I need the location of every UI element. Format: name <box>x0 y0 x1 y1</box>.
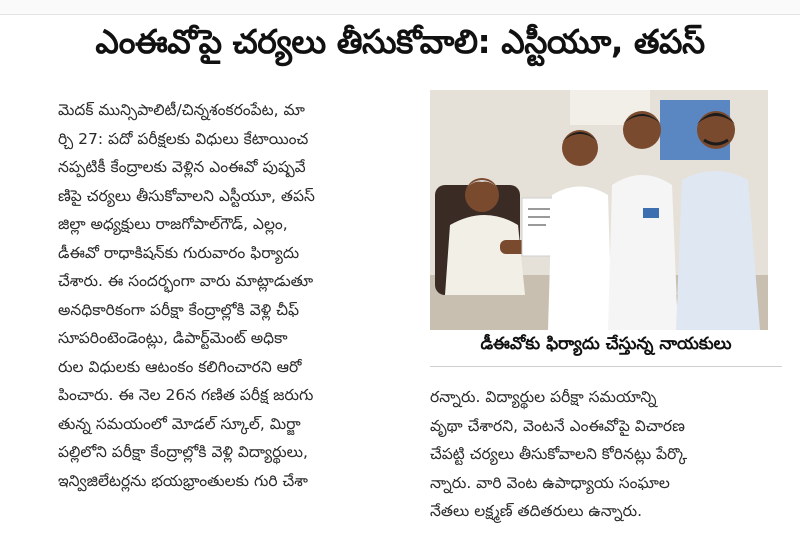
article-text-line: చేశారు. ఈ సందర్భంగా వారు మాట్లాడుతూ <box>58 272 314 290</box>
photo-standing-person-3-body <box>676 171 760 330</box>
photo-caption: డీఈవోకు ఫిర్యాదు చేస్తున్న నాయకులు <box>480 334 732 354</box>
photo-standing-person-2-head <box>623 111 661 149</box>
article-text-line: నేతలు లక్ష్మణ్ తదితరులు ఉన్నారు. <box>430 502 643 520</box>
article-text-line: అనధికారికంగా పరీక్షా కేంద్రాల్లోకి వెళ్లి చీఫ్ <box>58 300 300 319</box>
article-headline: ఎంఈవోపై చర్యలు తీసుకోవాలి: ఎస్టీయూ, తపస్ <box>95 22 705 61</box>
article-text-line: మెదక్ మున్సిపాలిటీ/చిన్నశంకరంపేట, మా <box>58 101 305 119</box>
photo-seated-person-head <box>465 178 499 212</box>
article-text-line: చేపట్టి చర్యలు తీసుకోవాలని కోరినట్లు పేర్కొ <box>430 445 688 463</box>
article-text-line: న్నారు. వారి వెంట ఉపాధ్యాయ సంఘాల <box>430 473 670 492</box>
article-text-line: ణిపై చర్యలు తీసుకోవాలని ఎస్టీయూ, తపస్ <box>58 186 315 205</box>
article-text-line: తున్న సమయంలో మోడల్ స్కూల్, మిర్జా <box>58 414 301 433</box>
article-text-line: ఇన్విజిలేటర్లను భయభ్రాంతులకు గురి చేశా <box>58 471 308 490</box>
photo-id-badge <box>643 208 659 218</box>
article-text-line: రుల విధులకు ఆటంకం కలిగించారని ఆరో <box>58 357 302 376</box>
top-clipped-strip <box>0 0 800 15</box>
article-photo <box>430 90 768 330</box>
photo-standing-person-2-body <box>608 175 678 330</box>
article-text-line: పించారు. ఈ నెల 26న గణిత పరీక్ష జరుగు <box>58 386 314 404</box>
photo-seated-person-body <box>445 215 525 295</box>
article-text-line: రన్నారు. విద్యార్థుల పరీక్షా సమయాన్ని <box>430 388 657 406</box>
article-text-line: నప్పటికీ కేంద్రాలకు వెళ్లిన ఎంఈవో పుష్పవే <box>58 158 306 176</box>
article-text-line: జిల్లా అధ్యక్షులు రాజగోపాల్‌గౌడ్, ఎల్లం, <box>58 215 288 233</box>
article-text-line: వృథా చేశారని, వెంటనే ఎంఈవోపై విచారణ <box>430 416 685 435</box>
article-text-line: పల్లిలోని పరీక్షా కేంద్రాల్లోకి వెళ్లి విద్యార్థులు, <box>58 443 308 461</box>
photo-standing-person-1-head <box>562 130 598 166</box>
caption-divider <box>430 366 782 367</box>
photo-standing-person-1-body <box>548 187 612 331</box>
article-text-line: ర్చి 27: పదో పరీక్షలకు విధులు కేటాయించ <box>58 129 309 148</box>
article-text-line: సూపరింటెండెంట్లు, డిపార్ట్‌మెంట్ అధికా <box>58 329 288 347</box>
photo-illustration <box>430 90 768 330</box>
article-body-left-column <box>58 96 390 495</box>
article-body-right-column <box>430 383 782 526</box>
article-text-line: డీఈవో రాధాకిషన్‌కు గురువారం ఫిర్యాదు <box>58 243 300 262</box>
